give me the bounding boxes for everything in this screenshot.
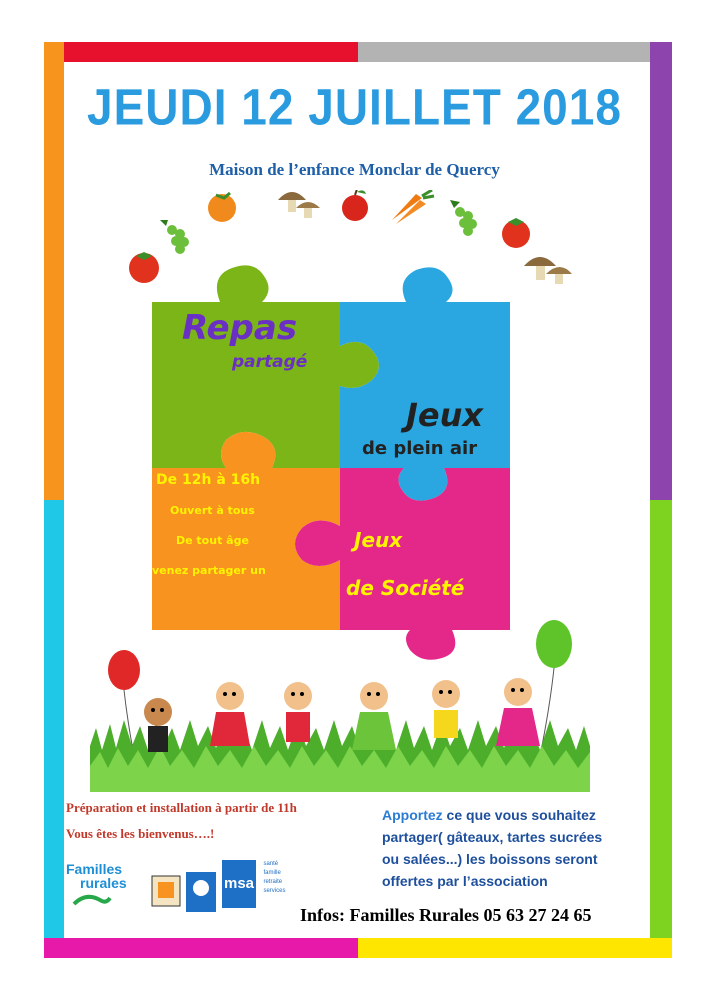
- msa-line3: retraite: [263, 879, 283, 885]
- orange-icon: [208, 193, 236, 222]
- border-left-cyan: [44, 500, 64, 938]
- jeux-plein-air-label: Jeux: [406, 396, 484, 434]
- familles-rurales-line2: rurales: [80, 875, 127, 891]
- repas-label: Repas: [182, 308, 298, 348]
- hours-label: De 12h à 16h: [156, 472, 261, 488]
- border-top-red: [44, 42, 358, 62]
- child-3: [284, 682, 312, 742]
- msa-logo: [222, 860, 302, 920]
- plein-air-label: de plein air: [362, 438, 478, 459]
- venue-subtitle: Maison de l’enfance Monclar de Quercy: [209, 160, 500, 179]
- msa-line2: famille: [263, 870, 281, 876]
- bring-line-2: partager( gâteaux, tartes sucrées: [382, 829, 603, 845]
- tomato-icon: [502, 218, 530, 248]
- familles-rurales-line1: Familles: [66, 861, 123, 877]
- open-to-all-label: Ouvert à tous: [170, 504, 255, 517]
- child-5: [432, 680, 460, 738]
- apple-icon: [342, 190, 368, 221]
- all-ages-label: De tout âge: [176, 534, 249, 547]
- bring-emphasis: Apportez: [382, 807, 443, 823]
- de-societe-label: de Société: [346, 576, 465, 600]
- bring-line-1: ce que vous souhaitez: [442, 807, 596, 823]
- jeux-societe-label: Jeux: [354, 528, 403, 552]
- child-2: [210, 682, 250, 746]
- swoosh-icon: [72, 890, 112, 912]
- carrot-icon: [392, 190, 434, 224]
- child-6: [496, 678, 540, 746]
- partage-label: partagé: [232, 352, 308, 372]
- msa-letters: msa: [222, 860, 256, 908]
- border-bottom-yellow: [358, 938, 672, 958]
- bring-text: [382, 804, 682, 892]
- familles-rurales-logo: [66, 862, 146, 918]
- contact-info: Infos: Familles Rurales 05 63 27 24 65: [300, 905, 592, 925]
- border-bottom-magenta: [44, 938, 358, 958]
- preparation-text: Préparation et installation à partir de 11h: [66, 800, 297, 815]
- child-1: [144, 698, 172, 752]
- msa-line4: services: [263, 888, 286, 894]
- msa-line1: santé: [263, 861, 279, 867]
- child-4: [352, 682, 396, 750]
- bring-line-4: offertes par l’association: [382, 873, 548, 889]
- welcome-text: Vous êtes les bienvenus….!: [66, 826, 215, 841]
- mushroom-icon: [278, 192, 320, 218]
- border-top-gray: [358, 42, 672, 62]
- grapes-icon: [450, 200, 477, 236]
- children-illustration: [90, 616, 590, 792]
- partner-logos: [150, 866, 220, 918]
- mushroom-icon: [524, 257, 572, 284]
- bring-line-3: ou salées...) les boissons seront: [382, 851, 598, 867]
- come-share-label: venez partager un: [152, 564, 266, 577]
- page-title: JEUDI 12 JUILLET 2018: [87, 78, 622, 136]
- partner-emblems: [150, 866, 220, 918]
